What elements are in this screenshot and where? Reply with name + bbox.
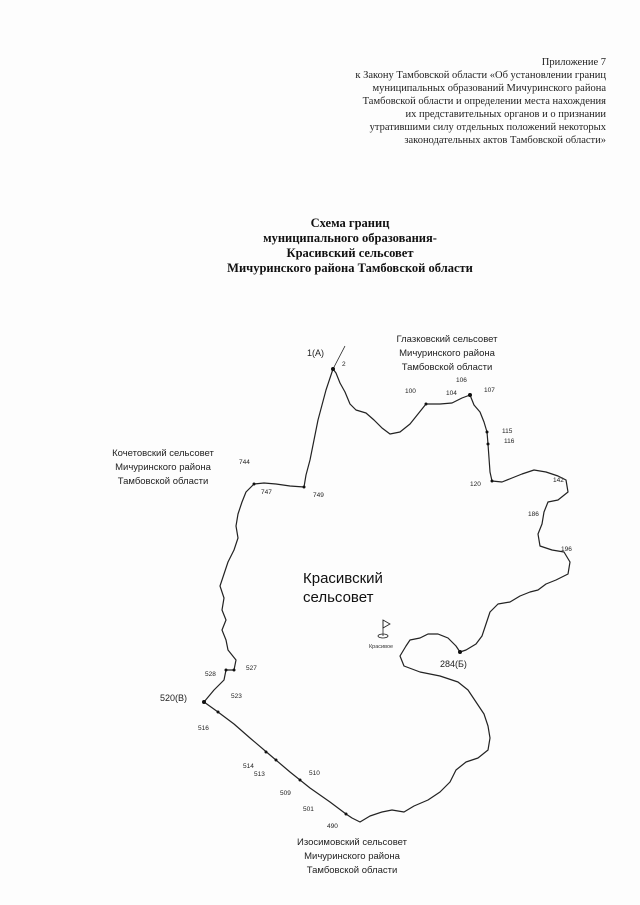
major-point-label: 520(В)	[160, 693, 188, 703]
point-marker	[303, 486, 306, 489]
neighbor-line: Глазковский сельсовет	[396, 334, 498, 345]
point-marker	[253, 483, 256, 486]
point-marker	[217, 711, 220, 714]
neighbor-line: Мичуринского района	[399, 348, 495, 359]
point-marker	[487, 443, 490, 446]
major-point-label: 1(А)	[307, 348, 325, 358]
point-label: 747	[261, 489, 272, 496]
flag-icon	[378, 620, 390, 638]
point-label: 490	[327, 823, 338, 830]
point-marker	[233, 669, 236, 672]
point-marker	[345, 813, 348, 816]
neighbor-north	[397, 334, 499, 373]
title-line: Схема границ	[310, 216, 390, 230]
appendix-line: муниципальных образований Мичуринского района	[372, 83, 606, 94]
point-label: 528	[205, 671, 216, 678]
point-label: 527	[246, 665, 257, 672]
point-marker	[299, 779, 302, 782]
village-label: Красивое	[368, 644, 394, 650]
point-marker	[425, 403, 428, 406]
neighbor-line: Мичуринского района	[304, 851, 400, 862]
point-marker	[486, 431, 489, 434]
title-line: Мичуринского района Тамбовской области	[227, 261, 473, 275]
point-marker	[202, 700, 206, 704]
neighbor-line: Изосимовский сельсовет	[297, 837, 407, 848]
appendix-line: к Закону Тамбовской области «Об установлении границ	[355, 70, 606, 81]
point-marker	[491, 480, 494, 483]
point-marker	[265, 751, 268, 754]
point-marker	[331, 367, 335, 371]
point-marker	[458, 650, 462, 654]
neighbor-line: Мичуринского района	[115, 462, 211, 473]
neighbor-west	[112, 448, 214, 487]
point-label: 115	[502, 428, 513, 435]
neighbor-south	[297, 837, 408, 876]
appendix-line: их представительных органов и о признании	[405, 109, 606, 120]
point-label: 186	[528, 511, 539, 518]
appendix-line: Тамбовской области и определении места нахождения	[362, 96, 606, 107]
point-label: 501	[303, 806, 314, 813]
point-label: 510	[309, 770, 320, 777]
point-label: 514	[243, 763, 254, 770]
neighbor-line: Тамбовской области	[117, 476, 209, 487]
boundary-outline	[204, 369, 570, 822]
point-label: 120	[470, 481, 481, 488]
point-label: 107	[484, 387, 495, 394]
point-label: 523	[231, 693, 242, 700]
point-marker	[468, 393, 472, 397]
neighbor-line: Тамбовской области	[306, 865, 398, 876]
point-label: 116	[504, 438, 515, 445]
point-label: 516	[198, 725, 209, 732]
municipality-label: Красивский	[303, 570, 383, 587]
neighbor-line: Кочетовский сельсовет	[112, 448, 214, 459]
neighbor-line: Тамбовской области	[401, 362, 493, 373]
appendix-line: Приложение 7	[541, 57, 606, 68]
title-line: Красивский сельсовет	[286, 246, 414, 260]
major-point-label: 284(Б)	[440, 659, 467, 669]
point-label: 142	[553, 477, 564, 484]
point-label: 749	[313, 492, 324, 499]
appendix-line: утратившими силу отдельных положений некоторых	[369, 122, 606, 133]
appendix-line: законодательных актов Тамбовской области»	[404, 135, 606, 146]
point-label: 2	[342, 361, 346, 368]
point-label: 513	[254, 771, 265, 778]
point-label: 509	[280, 790, 291, 797]
municipality-label: сельсовет	[303, 589, 374, 606]
title-line: муниципального образования-	[263, 231, 437, 245]
point-marker	[225, 669, 228, 672]
point-marker	[275, 759, 278, 762]
point-label: 106	[456, 377, 467, 384]
point-label: 104	[446, 390, 457, 397]
point-label: 196	[561, 546, 572, 553]
point-label: 744	[239, 459, 250, 466]
point-label: 100	[405, 388, 416, 395]
